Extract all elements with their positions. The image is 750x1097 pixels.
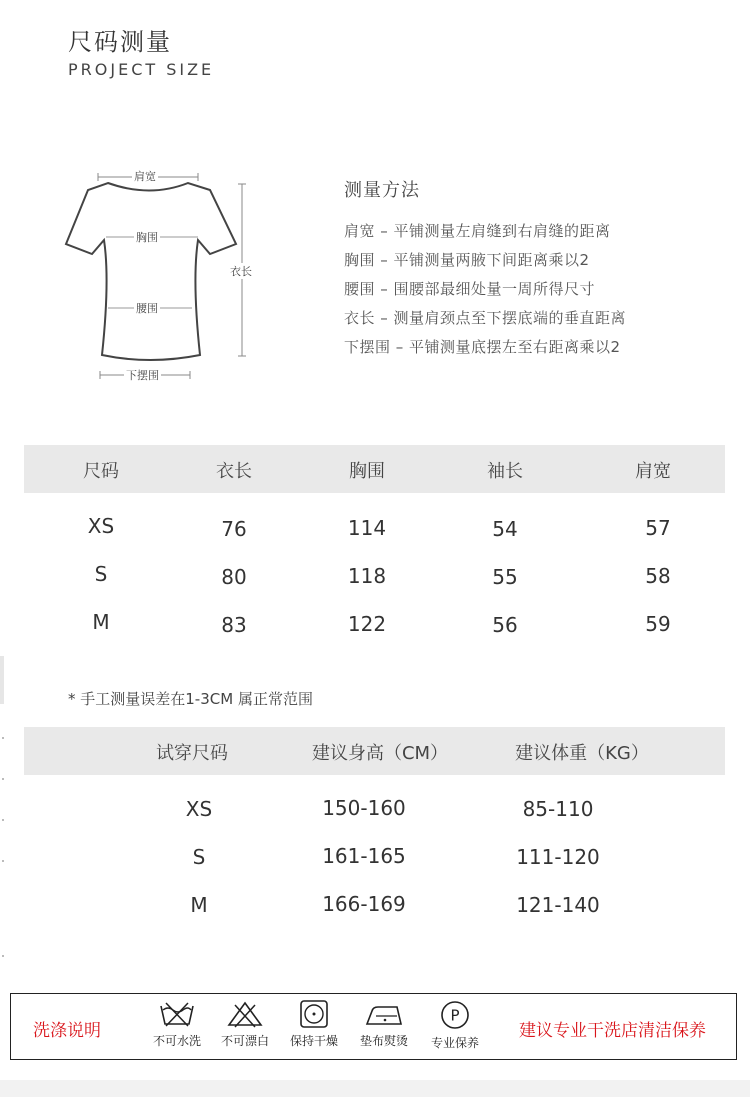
length-label: 衣长	[230, 265, 252, 278]
care-item	[279, 1000, 349, 1049]
table-cell: 85-110	[522, 797, 594, 821]
table-cell: S	[192, 845, 206, 869]
method-title: 测量方法	[344, 180, 420, 201]
tumble-dry-icon	[295, 1000, 333, 1028]
table-cell: 121-140	[516, 893, 600, 917]
care-label: 垫布熨烫	[359, 1034, 408, 1048]
care-label: 不可漂白	[220, 1034, 269, 1048]
method-item: 下摆围 – 平铺测量底摆左至右距离乘以2	[344, 338, 621, 356]
decor-dot	[2, 819, 4, 821]
bottom-strip	[0, 1080, 750, 1097]
care-item	[420, 1000, 490, 1051]
care-label: 专业保养	[430, 1036, 479, 1050]
table-cell: 150-160	[322, 796, 406, 820]
page-title: 尺码测量	[68, 28, 172, 56]
waist-label: 腰围	[136, 302, 158, 315]
no-bleach-icon	[226, 1000, 264, 1028]
table-cell: 111-120	[516, 845, 600, 869]
table-cell: 114	[347, 516, 387, 540]
hem-label: 下摆围	[126, 369, 159, 382]
table-cell: 59	[645, 612, 671, 636]
table-cell: 57	[645, 516, 671, 540]
care-label: 保持干燥	[289, 1034, 338, 1048]
table-cell: 55	[492, 565, 518, 589]
header-shoulder: 肩宽	[635, 461, 671, 482]
left-edge-bar	[0, 656, 4, 704]
header-fit-size: 试穿尺码	[156, 743, 228, 764]
no-wash-icon	[158, 1000, 196, 1028]
table-cell: XS	[185, 797, 213, 821]
dry-clean-p-icon	[436, 1000, 474, 1030]
table-cell: 80	[221, 565, 247, 589]
chest-label: 胸围	[136, 231, 158, 244]
table-cell: XS	[87, 514, 115, 538]
page-subtitle: PROJECT SIZE	[68, 60, 215, 79]
header-chest: 胸围	[349, 461, 385, 482]
method-item: 肩宽 – 平铺测量左肩缝到右肩缝的距离	[344, 222, 611, 240]
care-item	[142, 1000, 212, 1049]
header-weight: 建议体重（KG）	[515, 743, 649, 764]
table-cell: 122	[347, 612, 387, 636]
table-cell: 76	[221, 517, 247, 541]
care-title: 洗涤说明	[33, 1021, 101, 1041]
decor-dot	[2, 737, 4, 739]
table-cell: 161-165	[322, 844, 406, 868]
measurement-note: * 手工测量误差在1-3CM 属正常范围	[68, 690, 313, 708]
fit-table-body	[24, 0, 725, 940]
method-item: 胸围 – 平铺测量两腋下间距离乘以2	[344, 251, 590, 269]
care-suggestion: 建议专业干洗店清洁保养	[519, 1021, 706, 1041]
decor-dot	[2, 955, 4, 957]
table-cell: M	[92, 610, 110, 634]
header-sleeve: 袖长	[487, 461, 523, 482]
care-item	[349, 1000, 419, 1049]
table-cell: S	[94, 562, 108, 586]
care-instructions	[10, 993, 737, 1060]
table-cell: 54	[492, 517, 518, 541]
table-cell: 58	[645, 564, 671, 588]
iron-icon	[363, 1000, 405, 1028]
table-cell: 118	[347, 564, 387, 588]
header-length: 衣长	[216, 461, 252, 482]
decor-dot	[2, 860, 4, 862]
care-item	[210, 1000, 280, 1049]
shoulder-label: 肩宽	[134, 170, 156, 183]
header-size: 尺码	[83, 461, 119, 482]
header-height: 建议身高（CM）	[311, 743, 449, 764]
method-item: 衣长 – 测量肩颈点至下摆底端的垂直距离	[344, 309, 627, 327]
table-cell: 56	[492, 613, 518, 637]
method-item: 腰围 – 围腰部最细处量一周所得尺寸	[344, 280, 596, 298]
table-cell: M	[190, 893, 208, 917]
care-label: 不可水洗	[152, 1034, 201, 1048]
decor-dot	[2, 778, 4, 780]
table-cell: 166-169	[322, 892, 406, 916]
svg-text:P: P	[450, 1006, 460, 1025]
table-cell: 83	[221, 613, 247, 637]
